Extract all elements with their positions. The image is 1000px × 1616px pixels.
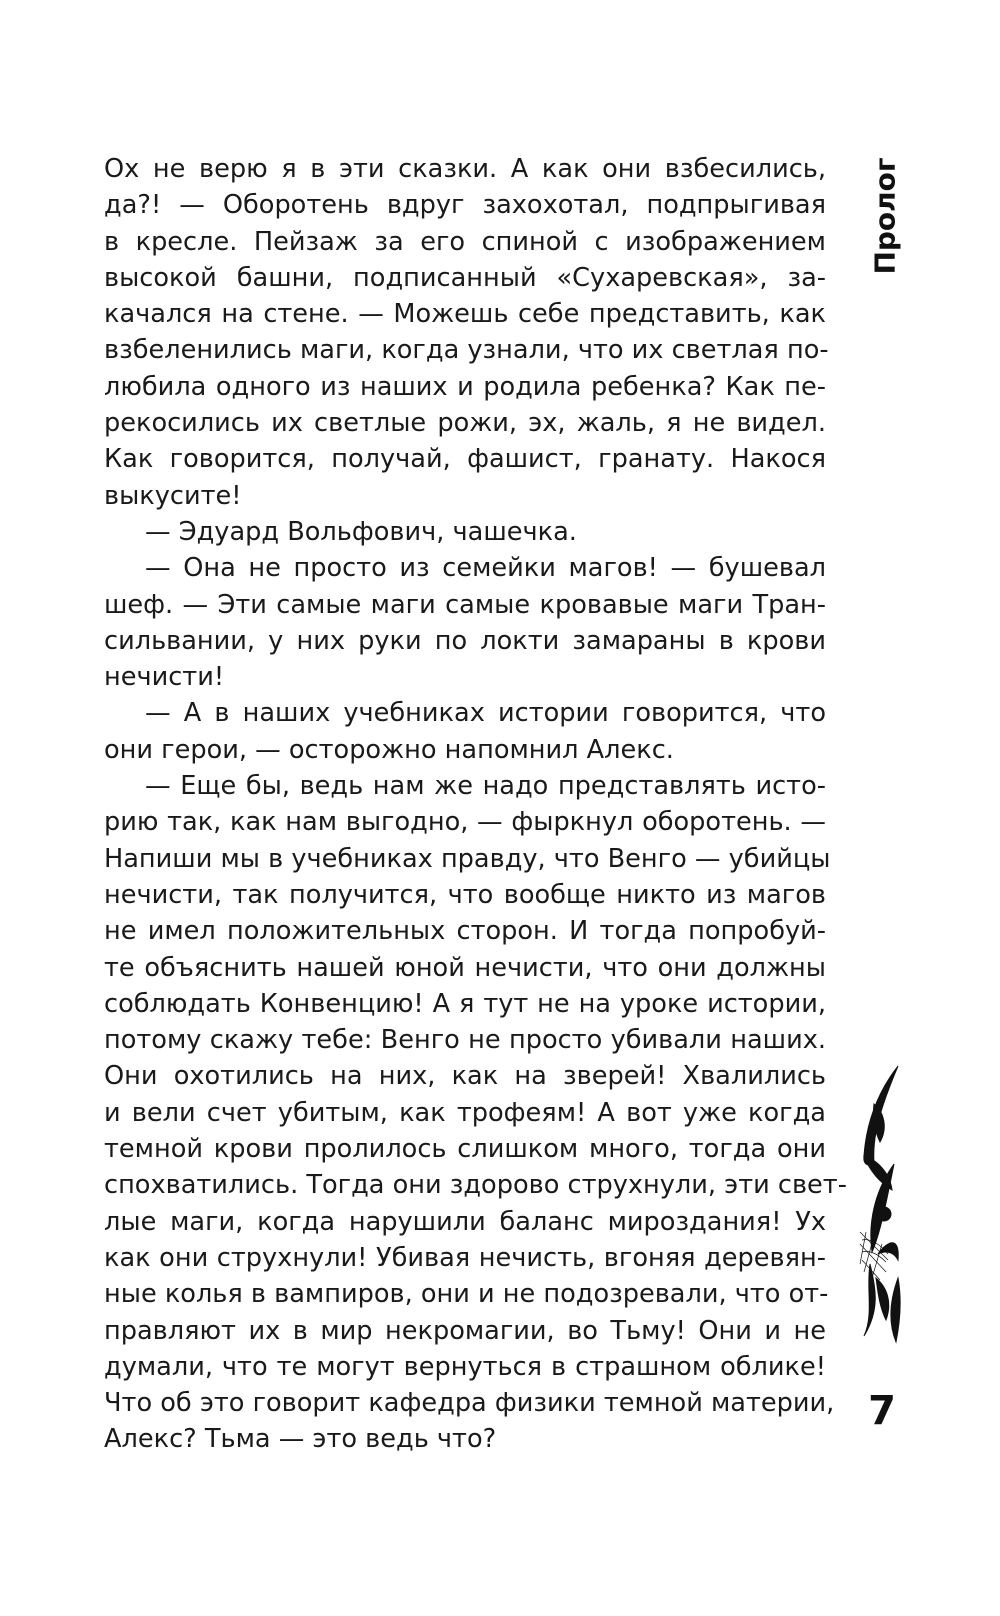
text-line: правляют их в мир некромагии, во Тьму! Они и не xyxy=(104,1315,826,1346)
text-line: сильвании, у них руки по локти замараны в крови xyxy=(104,625,826,656)
text-line: ные колья в вампиров, они и не подозревали, что от- xyxy=(104,1279,829,1310)
text-line: любила одного из наших и родила ребенка? Как пе- xyxy=(104,371,826,402)
text-line: темной крови пролилось слишком много, тогда они xyxy=(104,1134,826,1165)
text-line: как они струхнули! Убивая нечисть, вгоняя деревян- xyxy=(104,1242,826,1273)
text-line: соблюдать Конвенцию! А я тут не на уроке истории, xyxy=(104,988,826,1019)
page-number: 7 xyxy=(868,1388,896,1434)
text-line: и вели счет убитым, как трофеям! А вот уже когда xyxy=(104,1097,826,1128)
text-line: нечисти! xyxy=(104,662,225,693)
text-line: Что об это говорит кафедра физики темной материи, xyxy=(104,1388,835,1419)
running-head xyxy=(866,157,904,275)
text-line: — А в наших учебниках истории говорится, что xyxy=(145,698,826,729)
text-line: высокой башни, подписанный «Сухаревская», за- xyxy=(104,262,826,293)
text-line: взбеленились маги, когда узнали, что их светлая по- xyxy=(104,335,829,366)
text-line: качался на стене. — Можешь себе представить, как xyxy=(104,299,826,330)
body-text xyxy=(104,151,847,1458)
text-line: они герои, — осторожно напомнил Алекс. xyxy=(104,734,674,765)
text-line: Они охотились на них, как на зверей! Хвалились xyxy=(104,1061,826,1092)
text-line: рекосились их светлые рожи, эх, жаль, я не видел. xyxy=(104,408,826,439)
text-line: в кресле. Пейзаж за его спиной с изображением xyxy=(104,226,826,257)
text-line: те объяснить нашей юной нечисти, что они должны xyxy=(104,952,826,983)
text-line: — Она не просто из семейки магов! — бушевал xyxy=(145,553,826,584)
text-line: не имел положительных сторон. И тогда попробуй- xyxy=(104,916,826,947)
running-head-label: Пролог xyxy=(868,157,902,275)
text-line: лые маги, когда нарушили баланс мироздания! Ух xyxy=(104,1206,826,1237)
text-line: Ох не верю я в эти сказки. А как они взбесились, xyxy=(104,154,826,184)
text-line: Алекс? Тьма — это ведь что? xyxy=(104,1424,497,1455)
text-line: нечисти, так получится, что вообще никто из магов xyxy=(104,879,826,910)
text-line: спохватились. Тогда они здорово струхнули, эти свет- xyxy=(104,1170,847,1201)
text-line: шеф. — Эти самые маги самые кровавые маги Тран- xyxy=(104,589,826,620)
text-line: Как говорится, получай, фашист, гранату. Накося xyxy=(104,444,826,475)
thorn-swirl-ornament-icon xyxy=(858,1064,902,1344)
text-line: — Еще бы, ведь нам же надо представлять исто- xyxy=(145,771,826,802)
text-line: рию так, как нам выгодно, — фыркнул оборотень. — xyxy=(104,807,826,838)
text-line: думали, что те могут вернуться в страшном облике! xyxy=(104,1351,826,1382)
text-line: Напиши мы в учебниках правду, что Венго — убийцы xyxy=(104,843,831,874)
text-line: выкусите! xyxy=(104,480,242,511)
text-line: потому скажу тебе: Венго не просто убивали наших. xyxy=(104,1025,826,1056)
text-line: да?! — Оборотень вдруг захохотал, подпрыгивая xyxy=(104,190,826,221)
text-line: — Эдуард Вольфович, чашечка. xyxy=(145,516,577,547)
